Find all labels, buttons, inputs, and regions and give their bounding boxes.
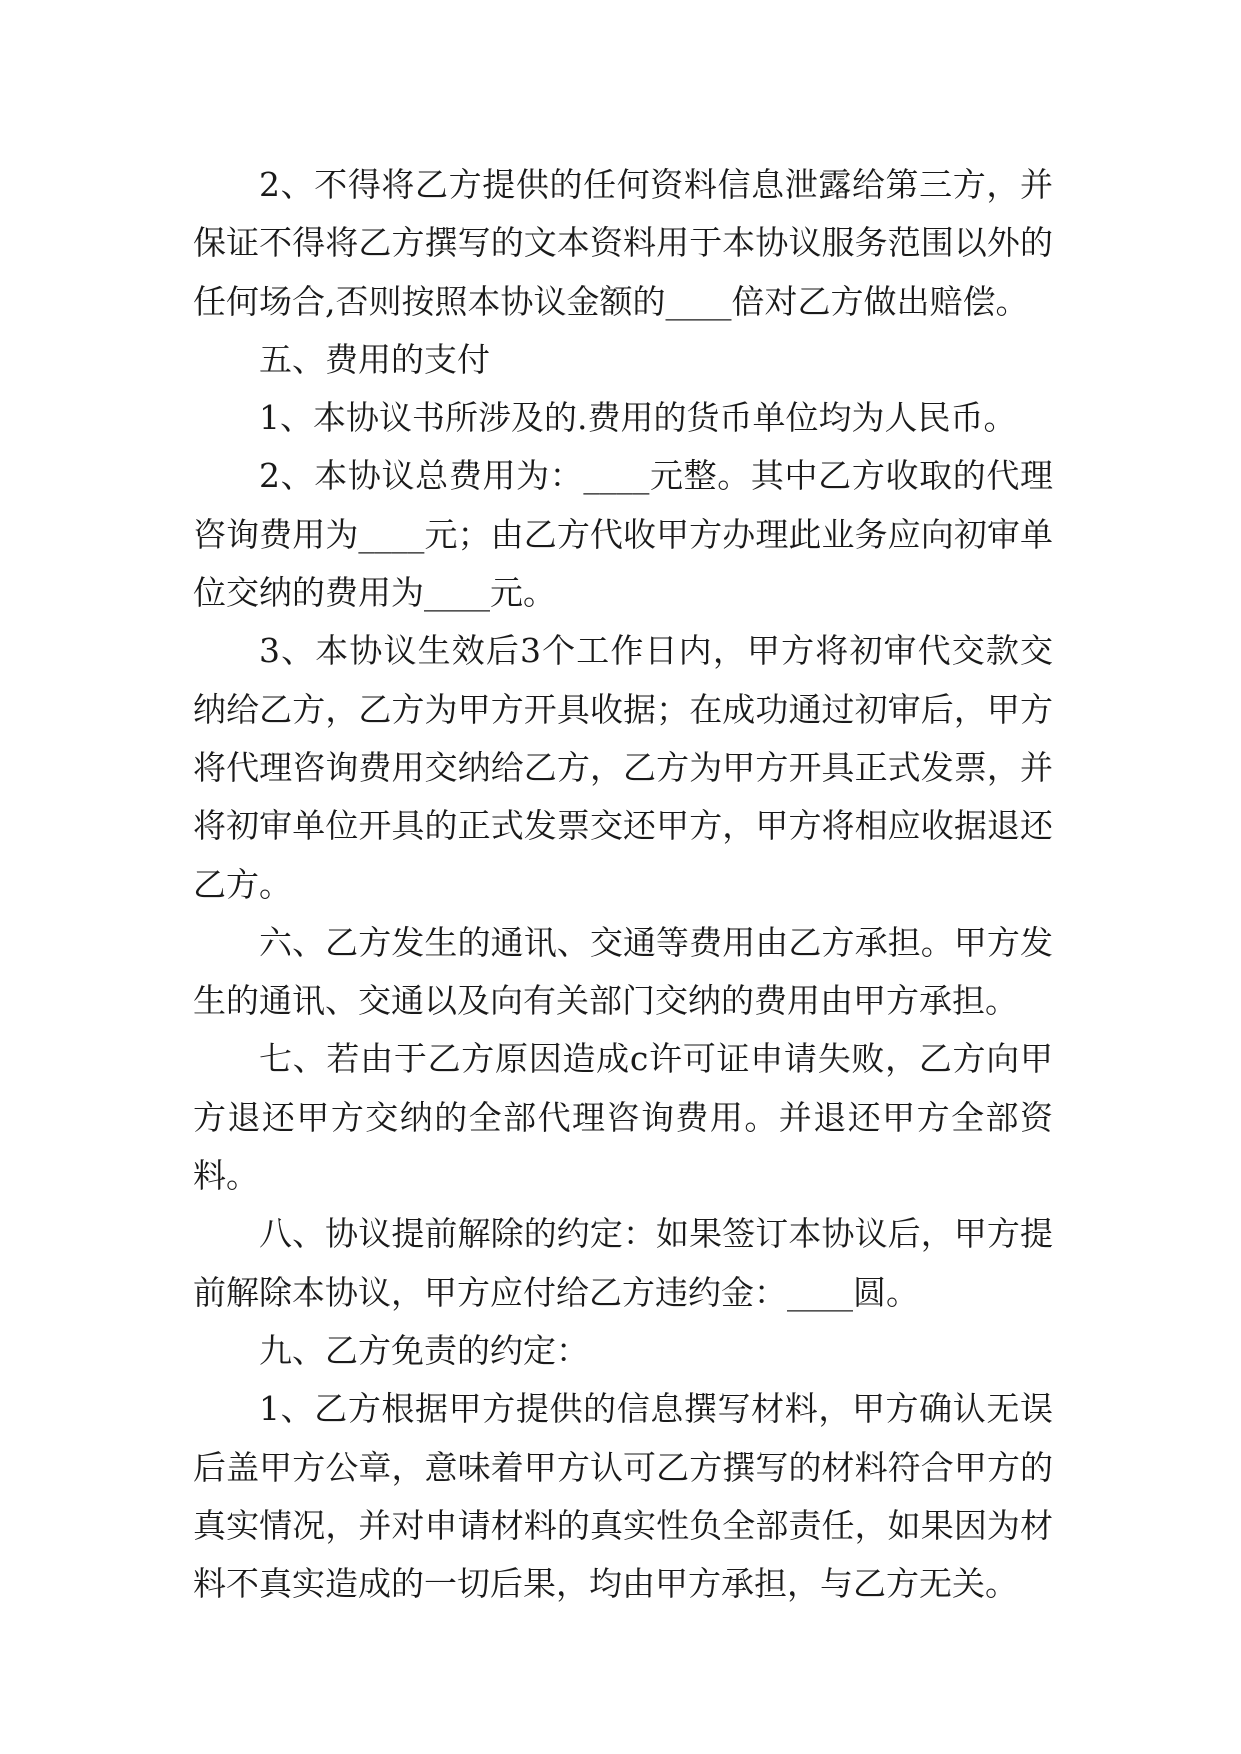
paragraph-refund-on-failure: 七、若由于乙方原因造成c许可证申请失败，乙方向甲方退还甲方交纳的全部代理咨询费用。并退还甲方全部资料。 (193, 1039, 1053, 1196)
paragraph-material-authenticity: 1、乙方根据甲方提供的信息撰写材料，甲方确认无误后盖甲方公章，意味着甲方认可乙方撰写的材料符合甲方的真实情况，并对申请材料的真实性负全部责任，如果因为材料不真实造成的一切后果，均由甲方承担，与乙方无关。 (193, 1389, 1053, 1604)
paragraph-expense-bearing: 六、乙方发生的通讯、交通等费用由乙方承担。甲方发生的通讯、交通以及向有关部门交纳的费用由甲方承担。 (193, 922, 1053, 1021)
heading-exemption-of-liability: 九、乙方免责的约定： (259, 1330, 589, 1370)
paragraph-early-termination: 八、协议提前解除的约定：如果签订本协议后，甲方提前解除本协议，甲方应付给乙方违约金：____圆。 (193, 1214, 1053, 1312)
paragraph-currency-unit: 1、本协议书所涉及的.费用的货币单位均为人民币。 (259, 398, 1017, 438)
paragraph-total-fees: 2、本协议总费用为：____元整。其中乙方收取的代理咨询费用为____元；由乙方代收甲方办理此业务应向初审单位交纳的费用为____元。 (193, 456, 1053, 613)
document-body (193, 156, 1053, 1613)
paragraph-compensation-clause: 2、不得将乙方提供的任何资料信息泄露给第三方，并保证不得将乙方撰写的文本资料用于本协议服务范围以外的任何场合,否则按照本协议金额的____倍对乙方做出赔偿。 (193, 165, 1053, 321)
heading-payment-of-fees: 五、费用的支付 (259, 339, 490, 379)
paragraph-payment-schedule: 3、本协议生效后3个工作日内，甲方将初审代交款交纳给乙方，乙方为甲方开具收据；在成功通过初审后，甲方将代理咨询费用交纳给乙方，乙方为甲方开具正式发票，并将初审单位开具的正式发票交还甲方，甲方将相应收据退还乙方。 (193, 631, 1053, 904)
